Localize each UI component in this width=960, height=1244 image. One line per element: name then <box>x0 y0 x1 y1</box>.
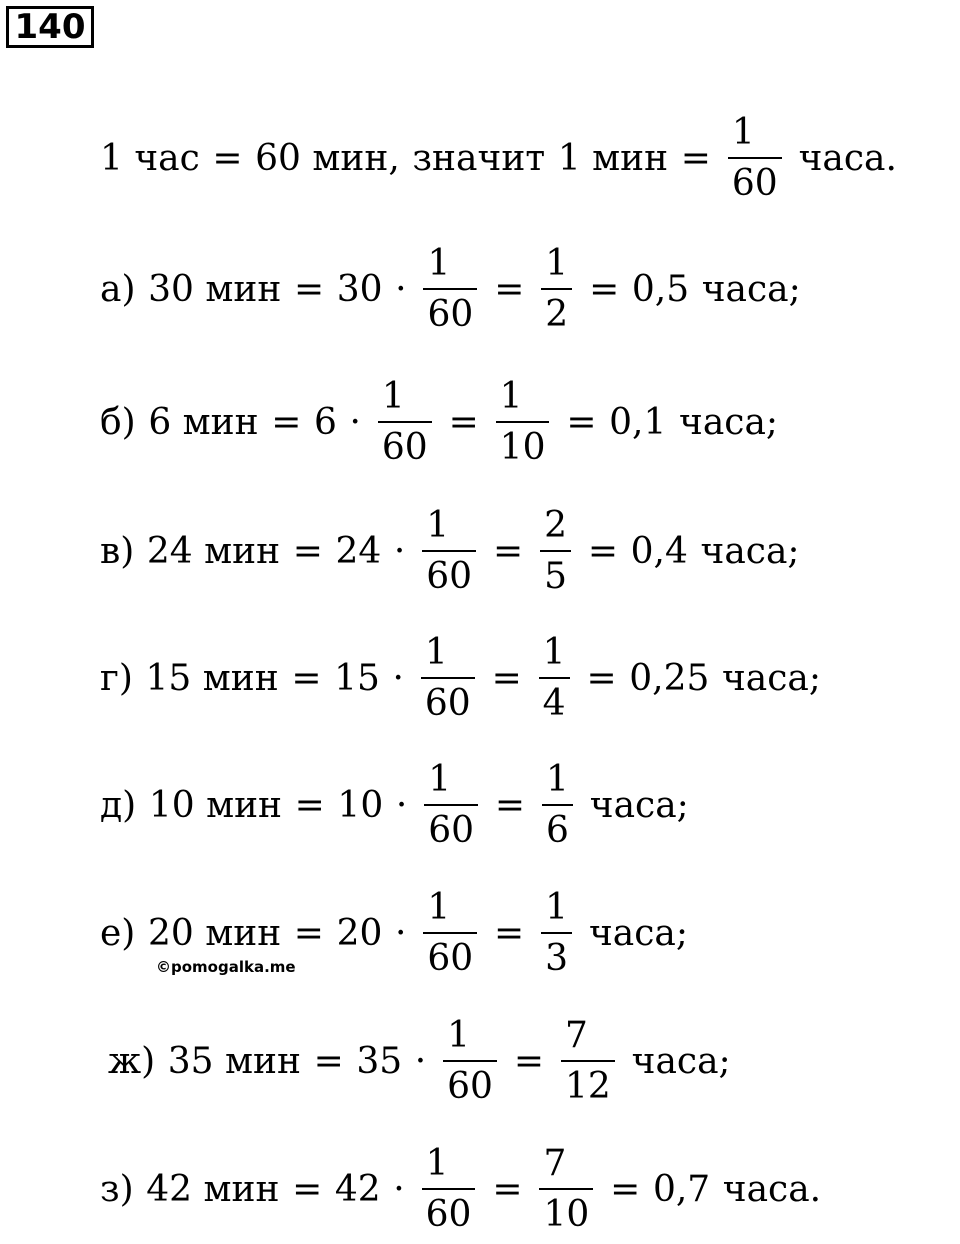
intro-word: значит <box>412 137 546 179</box>
equals-sign: = <box>586 657 617 699</box>
equals-sign: = <box>292 1168 323 1210</box>
multiply-sign: · <box>392 657 404 699</box>
intro-fraction <box>728 112 782 205</box>
fraction-numerator: 7 <box>564 1014 588 1056</box>
multiply-sign: · <box>414 1040 427 1082</box>
row-decimal: 0,5 <box>631 268 690 310</box>
row-coefficient: 30 <box>336 268 383 310</box>
fraction-denominator: 60 <box>425 1194 472 1235</box>
row-label: а) <box>100 268 136 310</box>
fraction-denominator: 60 <box>426 556 473 597</box>
equals-sign: = <box>494 912 525 954</box>
row-coefficient: 6 <box>314 401 337 443</box>
multiply-sign: · <box>394 912 407 954</box>
equals-sign: = <box>212 137 243 179</box>
equation-row-a <box>100 234 801 344</box>
row-lhs: 42 мин <box>146 1168 280 1210</box>
fraction-bar <box>423 932 477 934</box>
fraction-denominator: 60 <box>427 294 474 335</box>
fraction-denominator: 60 <box>427 938 474 979</box>
row-label: г) <box>100 657 133 699</box>
fraction-one-sixtieth <box>422 1143 476 1236</box>
fraction-numerator: 1 <box>427 886 451 928</box>
fraction-numerator: 7 <box>543 1142 567 1184</box>
fraction-denominator: 4 <box>542 683 566 724</box>
fraction-numerator: 1 <box>426 504 450 546</box>
row-coefficient: 15 <box>334 657 380 699</box>
multiply-sign: · <box>395 784 408 826</box>
equals-sign: = <box>513 1040 545 1082</box>
row-label: ж) <box>108 1040 156 1082</box>
equals-sign: = <box>566 401 597 443</box>
equals-sign: = <box>313 1040 344 1082</box>
fraction-one-sixtieth <box>378 376 432 469</box>
fraction-bar <box>496 421 550 423</box>
fraction-numerator: 1 <box>425 1142 449 1184</box>
row-lhs: 20 мин <box>147 912 282 954</box>
row-coefficient: 10 <box>337 784 384 826</box>
row-label: в) <box>100 530 135 572</box>
row-unit: часа; <box>700 530 800 572</box>
intro-minutes: 60 мин, <box>255 137 400 179</box>
row-decimal: 0,25 <box>629 657 710 699</box>
row-lhs: 15 мин <box>145 657 279 699</box>
fraction-numerator: 1 <box>381 375 405 417</box>
fraction-result <box>561 1015 615 1108</box>
equals-sign: = <box>493 530 524 572</box>
fraction-bar <box>378 421 432 423</box>
fraction-denominator: 60 <box>731 163 778 204</box>
fraction-numerator: 1 <box>447 1014 471 1056</box>
fraction-denominator: 60 <box>428 810 474 851</box>
fraction-denominator: 60 <box>447 1066 493 1107</box>
fraction-result <box>539 1143 593 1236</box>
intro-one-minute: 1 мин <box>557 137 669 179</box>
fraction-result <box>542 759 573 852</box>
intro-hour: 1 час <box>100 137 200 179</box>
fraction-denominator: 6 <box>545 810 569 851</box>
fraction-result <box>541 887 572 980</box>
fraction-one-sixtieth <box>421 632 475 725</box>
fraction-numerator: 1 <box>731 111 755 153</box>
fraction-bar <box>423 288 477 290</box>
fraction-result <box>540 505 571 598</box>
fraction-one-sixtieth <box>423 887 477 980</box>
row-lhs: 35 мин <box>167 1040 302 1082</box>
row-lhs: 6 мин <box>148 401 259 443</box>
intro-unit: часа. <box>798 137 897 179</box>
fraction-denominator: 10 <box>499 427 546 468</box>
fraction-bar <box>561 1060 615 1062</box>
equation-row-d <box>100 750 689 860</box>
fraction-one-sixtieth <box>424 759 478 852</box>
row-unit: часа; <box>588 912 688 954</box>
fraction-denominator: 5 <box>544 556 567 597</box>
fraction-bar <box>443 1060 497 1062</box>
fraction-result <box>539 632 570 725</box>
fraction-one-sixtieth <box>443 1015 497 1108</box>
fraction-numerator: 1 <box>428 758 452 800</box>
row-coefficient: 24 <box>335 530 382 572</box>
fraction-numerator: 1 <box>424 631 448 673</box>
fraction-bar <box>422 550 476 552</box>
row-unit: часа. <box>722 1168 822 1210</box>
equation-row-b <box>100 367 778 477</box>
fraction-bar <box>540 550 571 552</box>
multiply-sign: · <box>393 530 406 572</box>
row-label: б) <box>100 401 136 443</box>
fraction-bar <box>541 288 572 290</box>
fraction-bar <box>539 1188 593 1190</box>
fraction-bar <box>424 804 478 806</box>
equals-sign: = <box>293 268 325 310</box>
fraction-denominator: 3 <box>545 938 569 979</box>
row-label: з) <box>100 1168 134 1210</box>
watermark: ©pomogalka.me <box>156 958 296 976</box>
multiply-sign: · <box>395 268 407 310</box>
equation-row-zh <box>108 1006 731 1116</box>
fraction-numerator: 1 <box>427 242 451 284</box>
fraction-result <box>496 376 550 469</box>
equals-sign: = <box>680 137 711 179</box>
row-label: д) <box>100 784 137 826</box>
row-lhs: 30 мин <box>148 268 282 310</box>
row-unit: часа; <box>679 401 779 443</box>
fraction-bar <box>421 677 475 679</box>
equals-sign: = <box>610 1168 641 1210</box>
equals-sign: = <box>448 401 479 443</box>
fraction-numerator: 1 <box>545 886 569 928</box>
fraction-denominator: 10 <box>543 1194 590 1235</box>
row-decimal: 0,4 <box>630 530 688 572</box>
fraction-bar <box>541 932 572 934</box>
fraction-bar <box>422 1188 476 1190</box>
fraction-numerator: 1 <box>545 242 569 284</box>
equals-sign: = <box>494 784 526 826</box>
row-unit: часа; <box>589 784 689 826</box>
equals-sign: = <box>271 401 302 443</box>
row-label: е) <box>100 912 136 954</box>
row-lhs: 24 мин <box>146 530 281 572</box>
row-coefficient: 20 <box>336 912 383 954</box>
row-lhs: 10 мин <box>148 784 283 826</box>
fraction-denominator: 60 <box>424 683 471 724</box>
multiply-sign: · <box>393 1168 405 1210</box>
fraction-bar <box>728 157 782 159</box>
row-coefficient: 35 <box>356 1040 403 1082</box>
equals-sign: = <box>292 530 323 572</box>
row-unit: часа; <box>701 268 801 310</box>
fraction-numerator: 1 <box>545 758 569 800</box>
problem-number: 140 <box>6 6 94 48</box>
equation-row-v <box>100 496 800 606</box>
fraction-denominator: 60 <box>381 427 428 468</box>
equation-row-z <box>100 1134 821 1244</box>
equals-sign: = <box>494 268 525 310</box>
equals-sign: = <box>492 1168 523 1210</box>
equation-row-g <box>100 623 821 733</box>
row-unit: часа; <box>722 657 822 699</box>
equals-sign: = <box>587 530 619 572</box>
fraction-denominator: 2 <box>545 294 569 335</box>
equals-sign: = <box>491 657 522 699</box>
fraction-numerator: 1 <box>499 375 523 417</box>
fraction-denominator: 12 <box>564 1066 611 1107</box>
multiply-sign: · <box>349 401 361 443</box>
fraction-bar <box>542 804 573 806</box>
row-decimal: 0,1 <box>609 401 667 443</box>
equals-sign: = <box>291 657 322 699</box>
row-decimal: 0,7 <box>652 1168 711 1210</box>
fraction-numerator: 2 <box>544 504 567 546</box>
fraction-one-sixtieth <box>422 505 476 598</box>
fraction-bar <box>539 677 570 679</box>
fraction-result <box>541 243 572 336</box>
row-unit: часа; <box>631 1040 731 1082</box>
equals-sign: = <box>293 912 324 954</box>
equals-sign: = <box>589 268 620 310</box>
intro-equation <box>100 103 897 213</box>
fraction-numerator: 1 <box>542 631 566 673</box>
equals-sign: = <box>294 784 325 826</box>
fraction-one-sixtieth <box>423 243 477 336</box>
row-coefficient: 42 <box>334 1168 381 1210</box>
